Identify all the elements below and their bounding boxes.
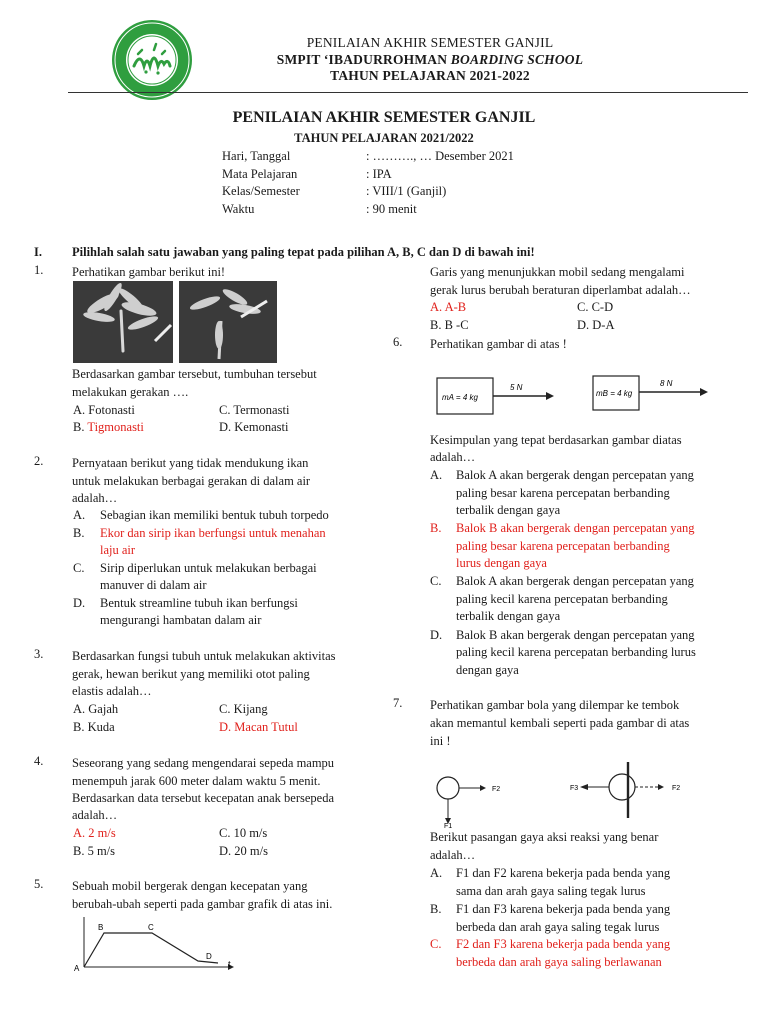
info-value-date: : ………., … Desember 2021: [366, 149, 514, 163]
q1-option-a[interactable]: A. Fotonasti: [73, 403, 135, 417]
info-value-time: : 90 menit: [366, 202, 417, 217]
q7-ball-force-figure: [428, 762, 708, 830]
q5-right-line-1: Garis yang menunjukkan mobil sedang mengalami: [430, 265, 685, 279]
q7-fig-f2-left: F2: [492, 786, 501, 793]
q2-line-3: adalah…: [72, 491, 118, 505]
header-school-type: BOARDING SCHOOL: [450, 52, 584, 67]
q2-option-b-line-1[interactable]: Ekor dan sirip ikan berfungsi untuk menahan: [100, 526, 326, 540]
q1-option-d[interactable]: D. Kemonasti: [219, 420, 289, 434]
q4-number: 4.: [34, 754, 44, 768]
q5-option-a[interactable]: A. A-B: [430, 300, 467, 314]
q2-option-b-label: B.: [73, 526, 85, 540]
q2-option-d-line-2: mengurangi hambatan dalam air: [100, 613, 262, 627]
q1-option-b-answer: Tigmonasti: [87, 420, 144, 434]
q5-right-line-2: gerak lurus berubah beraturan diperlambat adalah…: [430, 283, 691, 297]
header-line-3: TAHUN PELAJARAN 2021-2022: [330, 68, 530, 83]
q1-number: 1.: [34, 263, 44, 277]
q7-line-2: akan memantul kembali seperti pada gambar di atas: [430, 716, 690, 730]
q5-line-1: Sebuah mobil bergerak dengan kecepatan yang: [72, 879, 308, 893]
q7-option-a-line-2: sama dan arah gaya saling tegak lurus: [456, 884, 646, 898]
info-label-class: Kelas/Semester: [222, 184, 300, 199]
q3-option-b[interactable]: B. Kuda: [73, 720, 115, 734]
q1-text-line-2: melakukan gerakan ….: [72, 385, 189, 399]
q2-option-a[interactable]: Sebagian ikan memiliki bentuk tubuh torpedo: [100, 508, 329, 522]
q6-option-b-line-1[interactable]: Balok B akan bergerak dengan percepatan yang: [456, 521, 695, 535]
q5-graph-label-c: C: [148, 923, 154, 932]
q3-option-a[interactable]: A. Gajah: [73, 702, 119, 716]
q7-fig-f2-right: F2: [672, 785, 681, 792]
q6-block-b-mass: mB = 4 kg: [596, 389, 633, 398]
q6-option-b-line-2: paling besar karena percepatan berbanding: [456, 539, 670, 553]
q7-option-a-line-1[interactable]: F1 dan F2 karena bekerja pada benda yang: [456, 866, 671, 880]
section-instruction: Pilihlah salah satu jawaban yang paling tepat pada pilihan A, B, C dan D di bawah ini!: [72, 245, 535, 259]
q5-velocity-graph: [70, 915, 240, 973]
q6-option-c-line-2: paling kecil karena percepatan berbanding: [456, 592, 668, 606]
q7-fig-f3: F3: [570, 785, 579, 792]
q7-line-4: Berikut pasangan gaya aksi reaksi yang benar: [430, 830, 659, 844]
q2-option-d-label: D.: [73, 596, 86, 610]
q3-option-d[interactable]: D. Macan Tutul: [219, 720, 298, 734]
q2-option-b-line-2: laju air: [100, 543, 136, 557]
q5-option-b[interactable]: B. B -C: [430, 318, 469, 332]
q3-number: 3.: [34, 647, 44, 661]
header-line-1: PENILAIAN AKHIR SEMESTER GANJIL: [306, 35, 554, 50]
q6-block-a-figure: [436, 372, 556, 418]
q6-number: 6.: [393, 335, 403, 349]
info-value-class: : VIII/1 (Ganjil): [366, 184, 447, 199]
q7-option-b-line-1[interactable]: F1 dan F3 karena bekerja pada benda yang: [456, 902, 671, 916]
q2-line-2: untuk melakukan berbagai gerakan di dalam air: [72, 474, 311, 488]
q2-option-d-line-1[interactable]: Bentuk streamline tubuh ikan berfungsi: [100, 596, 298, 610]
q4-option-a[interactable]: A. 2 m/s: [73, 826, 116, 840]
q6-block-a-force: 5 N: [510, 383, 523, 392]
q3-line-2: gerak, hewan berikut yang memiliki otot paling: [72, 667, 310, 681]
q1-option-b[interactable]: [73, 418, 144, 436]
q6-block-b-force: 8 N: [660, 379, 673, 388]
q4-option-b[interactable]: B. 5 m/s: [73, 844, 116, 858]
q6-line-2: adalah…: [430, 450, 476, 464]
header-divider: [68, 92, 748, 93]
q6-option-d-line-3: dengan gaya: [456, 663, 519, 677]
q2-line-1: Pernyataan berikut yang tidak mendukung ikan: [72, 456, 309, 470]
exam-title: PENILAIAN AKHIR SEMESTER GANJIL: [232, 109, 536, 126]
q5-graph-label-a: A: [74, 964, 80, 973]
q6-block-b-figure: [592, 370, 712, 416]
q6-option-d-line-1[interactable]: Balok B akan bergerak dengan percepatan yang: [456, 628, 695, 642]
q7-option-c-line-1[interactable]: F2 dan F3 karena bekerja pada benda yang: [456, 937, 671, 951]
q5-graph-label-d: D: [206, 952, 212, 961]
section-number: I.: [34, 245, 42, 259]
q5-number: 5.: [34, 877, 44, 891]
q4-option-d[interactable]: D. 20 m/s: [219, 844, 268, 858]
q6-option-c-label: C.: [430, 574, 442, 588]
q2-option-c-label: C.: [73, 561, 85, 575]
q6-option-a-line-3: terbalik dengan gaya: [456, 503, 561, 517]
q6-line-1: Kesimpulan yang tepat berdasarkan gambar diatas: [430, 433, 682, 447]
header-line-2: [180, 52, 680, 68]
info-labels: [222, 148, 300, 219]
q6-option-c-line-1[interactable]: Balok A akan bergerak dengan percepatan yang: [456, 574, 694, 588]
q5-line-2: berubah-ubah seperti pada gambar grafik di atas ini.: [72, 897, 333, 911]
info-values: [366, 148, 514, 219]
q6-option-a-line-1[interactable]: Balok A akan bergerak dengan percepatan yang: [456, 468, 694, 482]
q5-graph-label-b: B: [98, 923, 104, 932]
q7-line-3: ini !: [430, 734, 451, 748]
q3-line-3: elastis adalah…: [72, 684, 152, 698]
q6-option-a-line-2: paling besar karena percepatan berbanding: [456, 486, 670, 500]
info-label-date: Hari, Tanggal: [222, 149, 291, 163]
info-label-time: Waktu: [222, 202, 255, 217]
q3-line-1: Berdasarkan fungsi tubuh untuk melakukan aktivitas: [72, 649, 336, 663]
q4-line-4: adalah…: [72, 808, 118, 822]
q7-line-1: Perhatikan gambar bola yang dilempar ke tembok: [430, 698, 680, 712]
q2-option-c-line-2: manuver di dalam air: [100, 578, 207, 592]
q1-plant-photo-1: [73, 281, 173, 363]
q6-option-d-line-2: paling kecil karena percepatan berbanding lurus: [456, 645, 696, 659]
q7-option-b-label: B.: [430, 902, 442, 916]
info-value-subject: : IPA: [366, 166, 392, 181]
q1-option-c[interactable]: C. Termonasti: [219, 403, 290, 417]
info-label-subject: Mata Pelajaran: [222, 166, 298, 181]
q6-option-d-label: D.: [430, 628, 443, 642]
q6-block-a-mass: mA = 4 kg: [442, 393, 478, 402]
q1-option-b-label: B.: [73, 420, 88, 434]
q7-number: 7.: [393, 696, 403, 710]
q7-option-c-label: C.: [430, 937, 442, 951]
q4-line-1: Seseorang yang sedang mengendarai sepeda mampu: [72, 756, 335, 770]
q6-option-b-label: B.: [430, 521, 442, 535]
q5-graph-label-t: t: [228, 959, 231, 970]
q4-line-2: menempuh jarak 600 meter dalam waktu 5 menit.: [72, 774, 321, 788]
q7-fig-f1: F1: [444, 823, 453, 830]
q1-text-line-1: Berdasarkan gambar tersebut, tumbuhan tersebut: [72, 367, 317, 381]
q5-option-d[interactable]: D. D-A: [577, 318, 615, 332]
q4-option-c[interactable]: C. 10 m/s: [219, 826, 268, 840]
q7-option-c-line-2: berbeda dan arah gaya saling berlawanan: [456, 955, 662, 969]
q6-prompt: Perhatikan gambar di atas !: [430, 337, 567, 351]
q1-prompt: Perhatikan gambar berikut ini!: [72, 265, 226, 279]
q7-option-a-label: A.: [430, 866, 443, 880]
q5-option-c[interactable]: C. C-D: [577, 300, 614, 314]
q2-option-a-label: A.: [73, 508, 86, 522]
q2-option-c-line-1[interactable]: Sirip diperlukan untuk melakukan berbagai: [100, 561, 317, 575]
q7-option-b-line-2: berbeda dan arah gaya saling tegak lurus: [456, 920, 660, 934]
q1-plant-photo-2: [179, 281, 277, 363]
exam-subtitle: TAHUN PELAJARAN 2021/2022: [294, 131, 474, 145]
q6-option-b-line-3: lurus dengan gaya: [456, 556, 547, 570]
q2-number: 2.: [34, 454, 44, 468]
q3-option-c[interactable]: C. Kijang: [219, 702, 268, 716]
q4-line-3: Berdasarkan data tersebut kecepatan anak bersepeda: [72, 791, 335, 805]
q7-line-5: adalah…: [430, 848, 476, 862]
q6-option-a-label: A.: [430, 468, 443, 482]
q6-option-c-line-3: terbalik dengan gaya: [456, 609, 561, 623]
header-school-name: SMPIT ‘IBADURROHMAN: [276, 52, 451, 67]
